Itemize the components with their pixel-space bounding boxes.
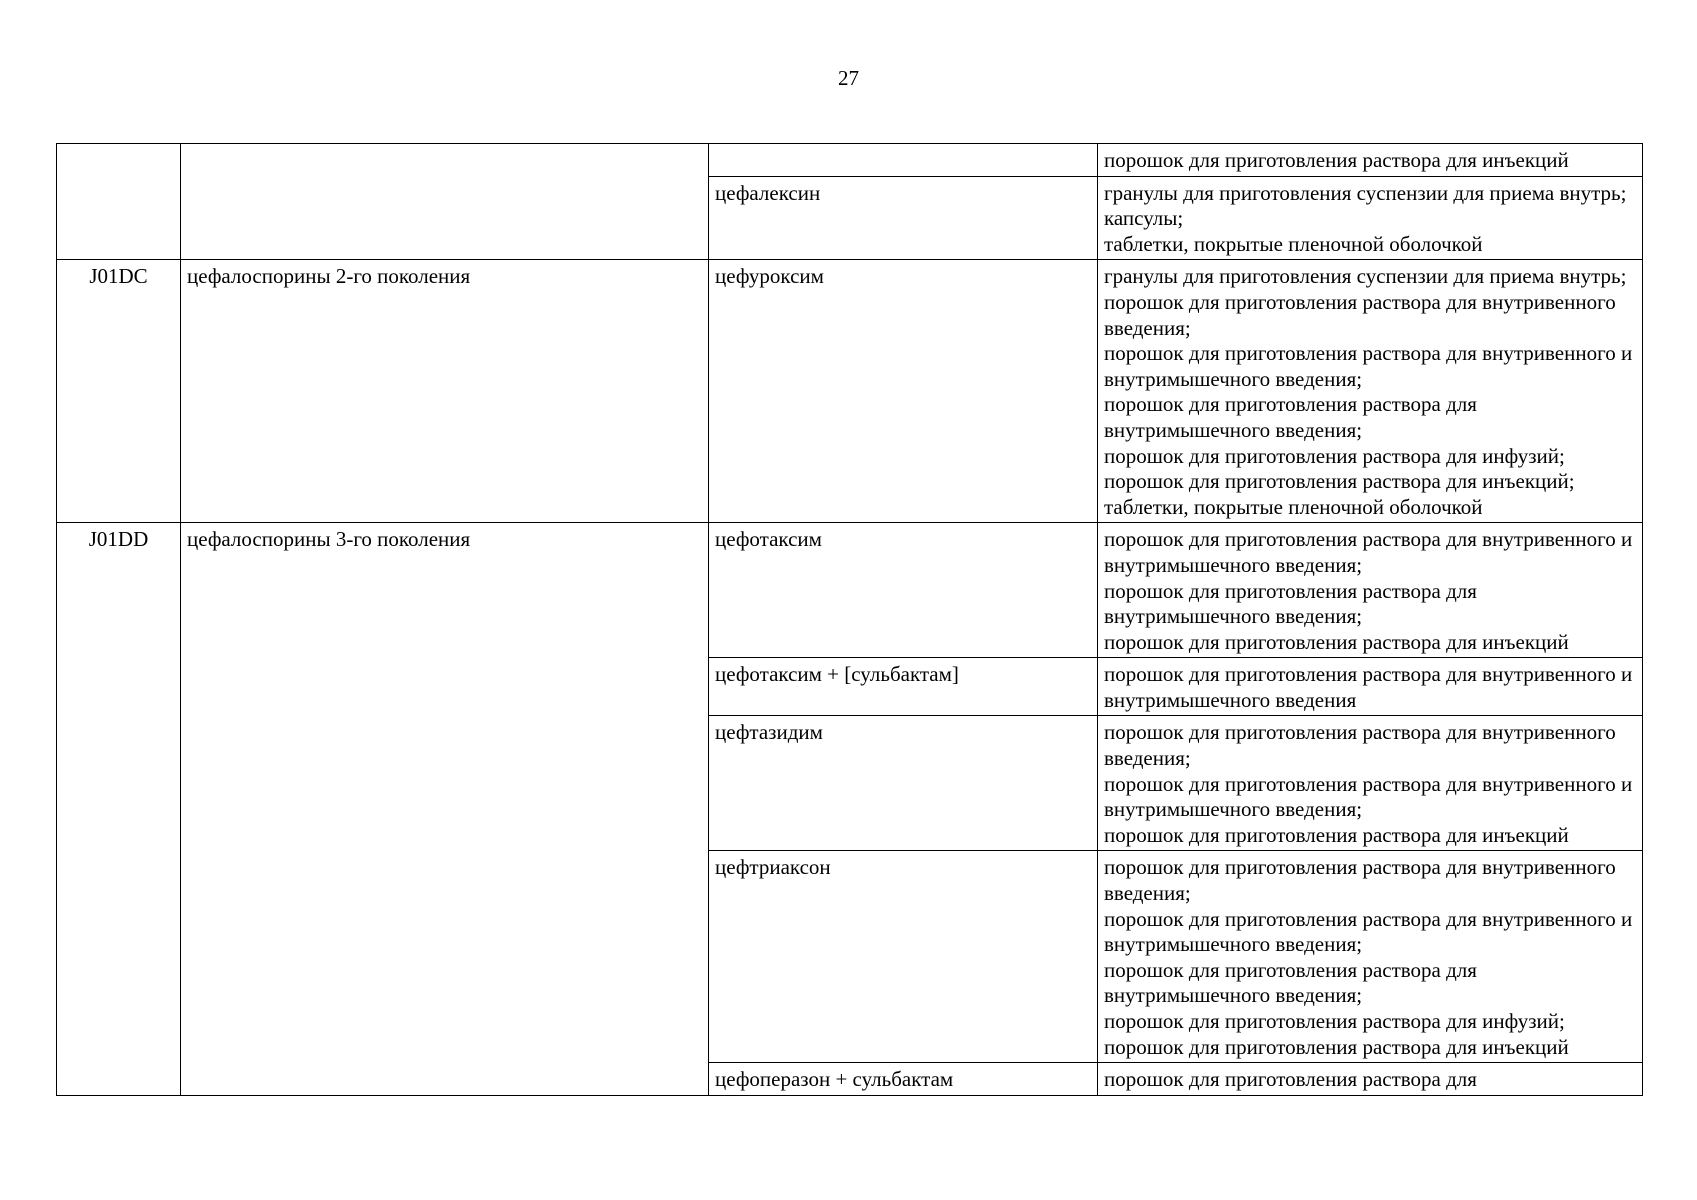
dosage-form-line: порошок для приготовления раствора для внутривенного и внутримышечного введения; [1104,771,1633,822]
dosage-form-line: порошок для приготовления раствора для внутривенного введения; [1104,720,1616,771]
group-name-cell: цефалоспорины 3-го поколения [181,523,709,1095]
group-name-cell [181,144,709,260]
dosage-forms-cell [1098,144,1643,177]
atc-code-cell: J01DD [57,523,181,1095]
dosage-form-line: порошок для приготовления раствора для внутримышечного введения; [1104,392,1477,442]
atc-code-cell [57,144,181,260]
drug-name-cell: цефалексин [709,176,1098,260]
dosage-forms-cell [1098,851,1643,1063]
dosage-form-line: порошок для приготовления раствора для внутривенного и внутримышечного введения; [1104,906,1633,957]
dosage-form-line: порошок для приготовления раствора для инфузий; [1104,1009,1565,1033]
dosage-form-line: порошок для приготовления раствора для внутримышечного введения; [1104,578,1477,629]
table-body [57,144,1643,1096]
dosage-forms-cell [1098,260,1643,523]
drug-name-cell: цефоперазон + сульбактам [709,1063,1098,1096]
dosage-forms-cell [1098,176,1643,260]
drug-name-cell: цефуроксим [709,260,1098,523]
dosage-forms-cell [1098,716,1643,851]
dosage-form-line: порошок для приготовления раствора для внутривенного и внутримышечного введения [1104,662,1633,712]
dosage-forms-cell [1098,1063,1643,1096]
dosage-form-line: порошок для приготовления раствора для внутримышечного введения; [1104,957,1477,1008]
drug-name-cell: цефтазидим [709,716,1098,851]
dosage-form-line: порошок для приготовления раствора для [1104,1067,1477,1092]
dosage-forms-cell [1098,523,1643,658]
drug-name-cell: цефотаксим [709,523,1098,658]
table-row [57,144,1643,177]
dosage-forms-cell [1098,658,1643,716]
dosage-form-line: порошок для приготовления раствора для инфузий; [1104,443,1565,468]
drug-table [56,143,1643,1096]
drug-name-cell: цефтриаксон [709,851,1098,1063]
dosage-form-line: порошок для приготовления раствора для внутривенного и внутримышечного введения; [1104,341,1633,391]
dosage-form-line: гранулы для приготовления суспензии для приема внутрь; [1104,264,1627,289]
dosage-form-line: порошок для приготовления раствора для внутривенного введения; [1104,289,1616,340]
dosage-form-line: таблетки, покрытые пленочной оболочкой [1104,231,1483,256]
page-number: 27 [838,66,859,90]
group-name-cell: цефалоспорины 2-го поколения [181,260,709,523]
table-row [57,523,1643,658]
dosage-form-line: порошок для приготовления раствора для инъекций; [1104,469,1575,494]
dosage-form-line: порошок для приготовления раствора для инъекций [1104,822,1569,847]
dosage-form-line: порошок для приготовления раствора для инъекций [1104,1034,1569,1059]
drug-name-cell [709,144,1098,177]
dosage-form-line: порошок для приготовления раствора для инъекций [1104,148,1569,172]
dosage-form-line: таблетки, покрытые пленочной оболочкой [1104,494,1483,519]
dosage-form-line: порошок для приготовления раствора для внутривенного и внутримышечного введения; [1104,527,1633,577]
dosage-form-line: порошок для приготовления раствора для инъекций [1104,629,1569,654]
dosage-form-line: капсулы; [1104,206,1184,231]
table-row [57,260,1643,523]
dosage-form-line: порошок для приготовления раствора для внутривенного введения; [1104,855,1616,906]
dosage-form-line: гранулы для приготовления суспензии для приема внутрь; [1104,180,1627,205]
atc-code-cell: J01DC [57,260,181,523]
drug-name-cell: цефотаксим + [сульбактам] [709,658,1098,716]
